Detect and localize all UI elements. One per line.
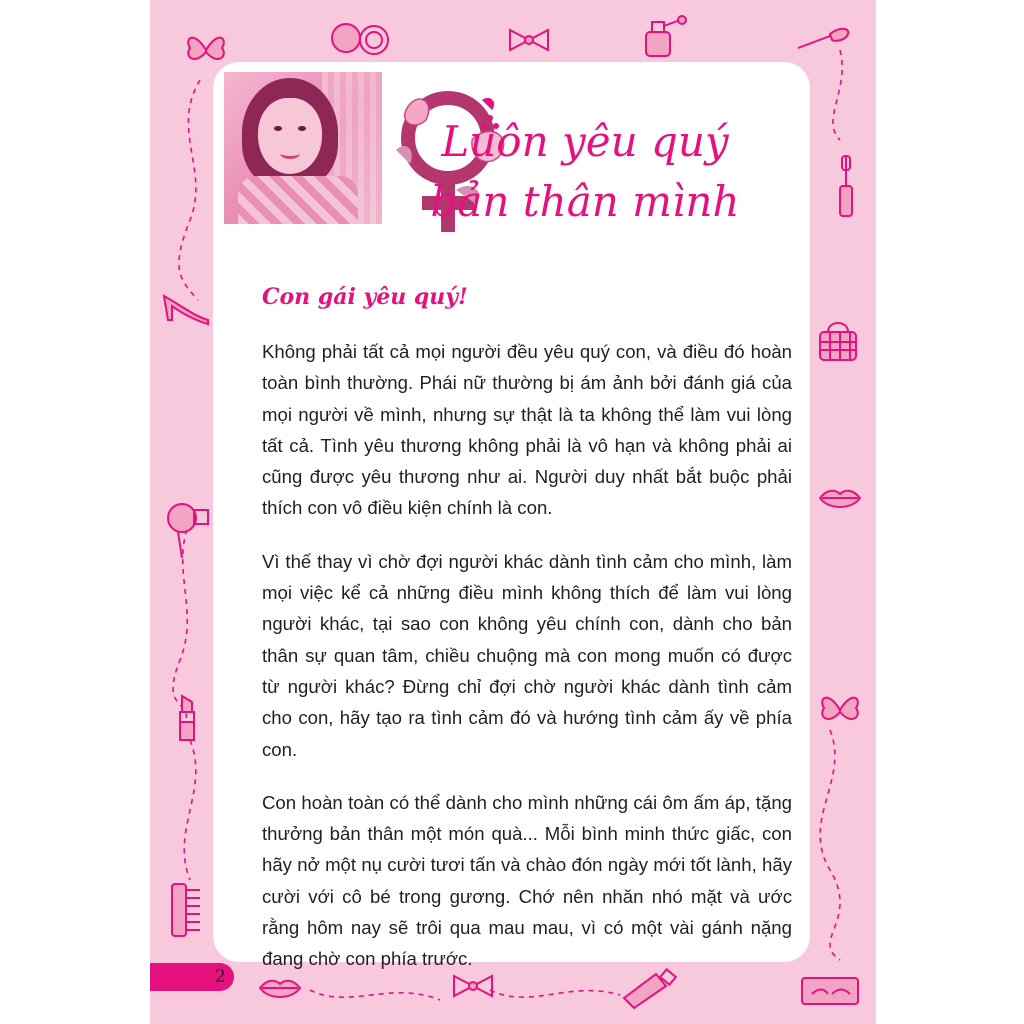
page-number-label: 2: [214, 966, 226, 987]
eyelash-palette-icon: [800, 974, 860, 1008]
page-title: [370, 112, 800, 232]
hair-dryer-icon: [164, 498, 212, 574]
paragraph: Không phải tất cả mọi người đều yêu quý con, và điều đó hoàn toàn bình thường. Phái nữ thường bị ám ảnh bởi đánh giá của mọi người về mình, nhưng sự thật là ta không thể làm vui lòng tất cả. Tình yêu thương không phải là vô hạn và không phải ai cũng được yêu thương như ai. Người duy nhất bắt buộc phải thích con vô điều kiện chính là con.: [262, 341, 792, 519]
butterfly-icon: [818, 688, 862, 732]
title-line-2: bản thân mình: [430, 177, 740, 226]
compact-mirror-icon: [330, 18, 390, 60]
greeting-heading: Con gái yêu quý!: [262, 284, 468, 310]
high-heel-icon: [160, 290, 212, 330]
perfume-bottle-icon: [642, 14, 690, 60]
paragraph: Con hoàn toàn có thể dành cho mình những cái ôm ấm áp, tặng thưởng bản thân một món quà... Mỗi bình minh thức giấc, con hãy nở một nụ cười tươi tấn và chào đón ngày mới tốt lành, hãy cười với cô bé trong gương. Chớ nên nhăn nhó mặt và ước rằng hôm nay sẽ trôi qua mau mau, vì có một vài gánh nặng đang chờ con phía trước.: [262, 791, 792, 970]
title-line-1: Luôn yêu quý: [441, 117, 729, 166]
body-text: [262, 336, 792, 997]
handbag-icon: [816, 316, 860, 364]
bow-icon: [506, 26, 552, 54]
lips-icon: [818, 486, 862, 512]
comb-icon: [168, 880, 208, 940]
makeup-brush-icon: [794, 24, 854, 54]
mascara-icon: [832, 150, 860, 220]
page-number: [150, 963, 234, 991]
girl-photo: [224, 72, 382, 224]
butterfly-icon: [184, 28, 228, 72]
paragraph: Vì thế thay vì chờ đợi người khác dành tình cảm cho mình, làm mọi việc kể cả những điều mình không thích để làm vui lòng người khác, tại sao con không yêu chính con, dành cho bản thân sự quan tâm, chiều chuộng mà con mong muốn có được từ người khác? Đừng chỉ đợi chờ người khác dành tình cảm cho con, hãy tạo ra tình cảm đó và hướng tình cảm ấy về phía con.: [262, 550, 792, 760]
lipstick-icon: [174, 692, 200, 744]
